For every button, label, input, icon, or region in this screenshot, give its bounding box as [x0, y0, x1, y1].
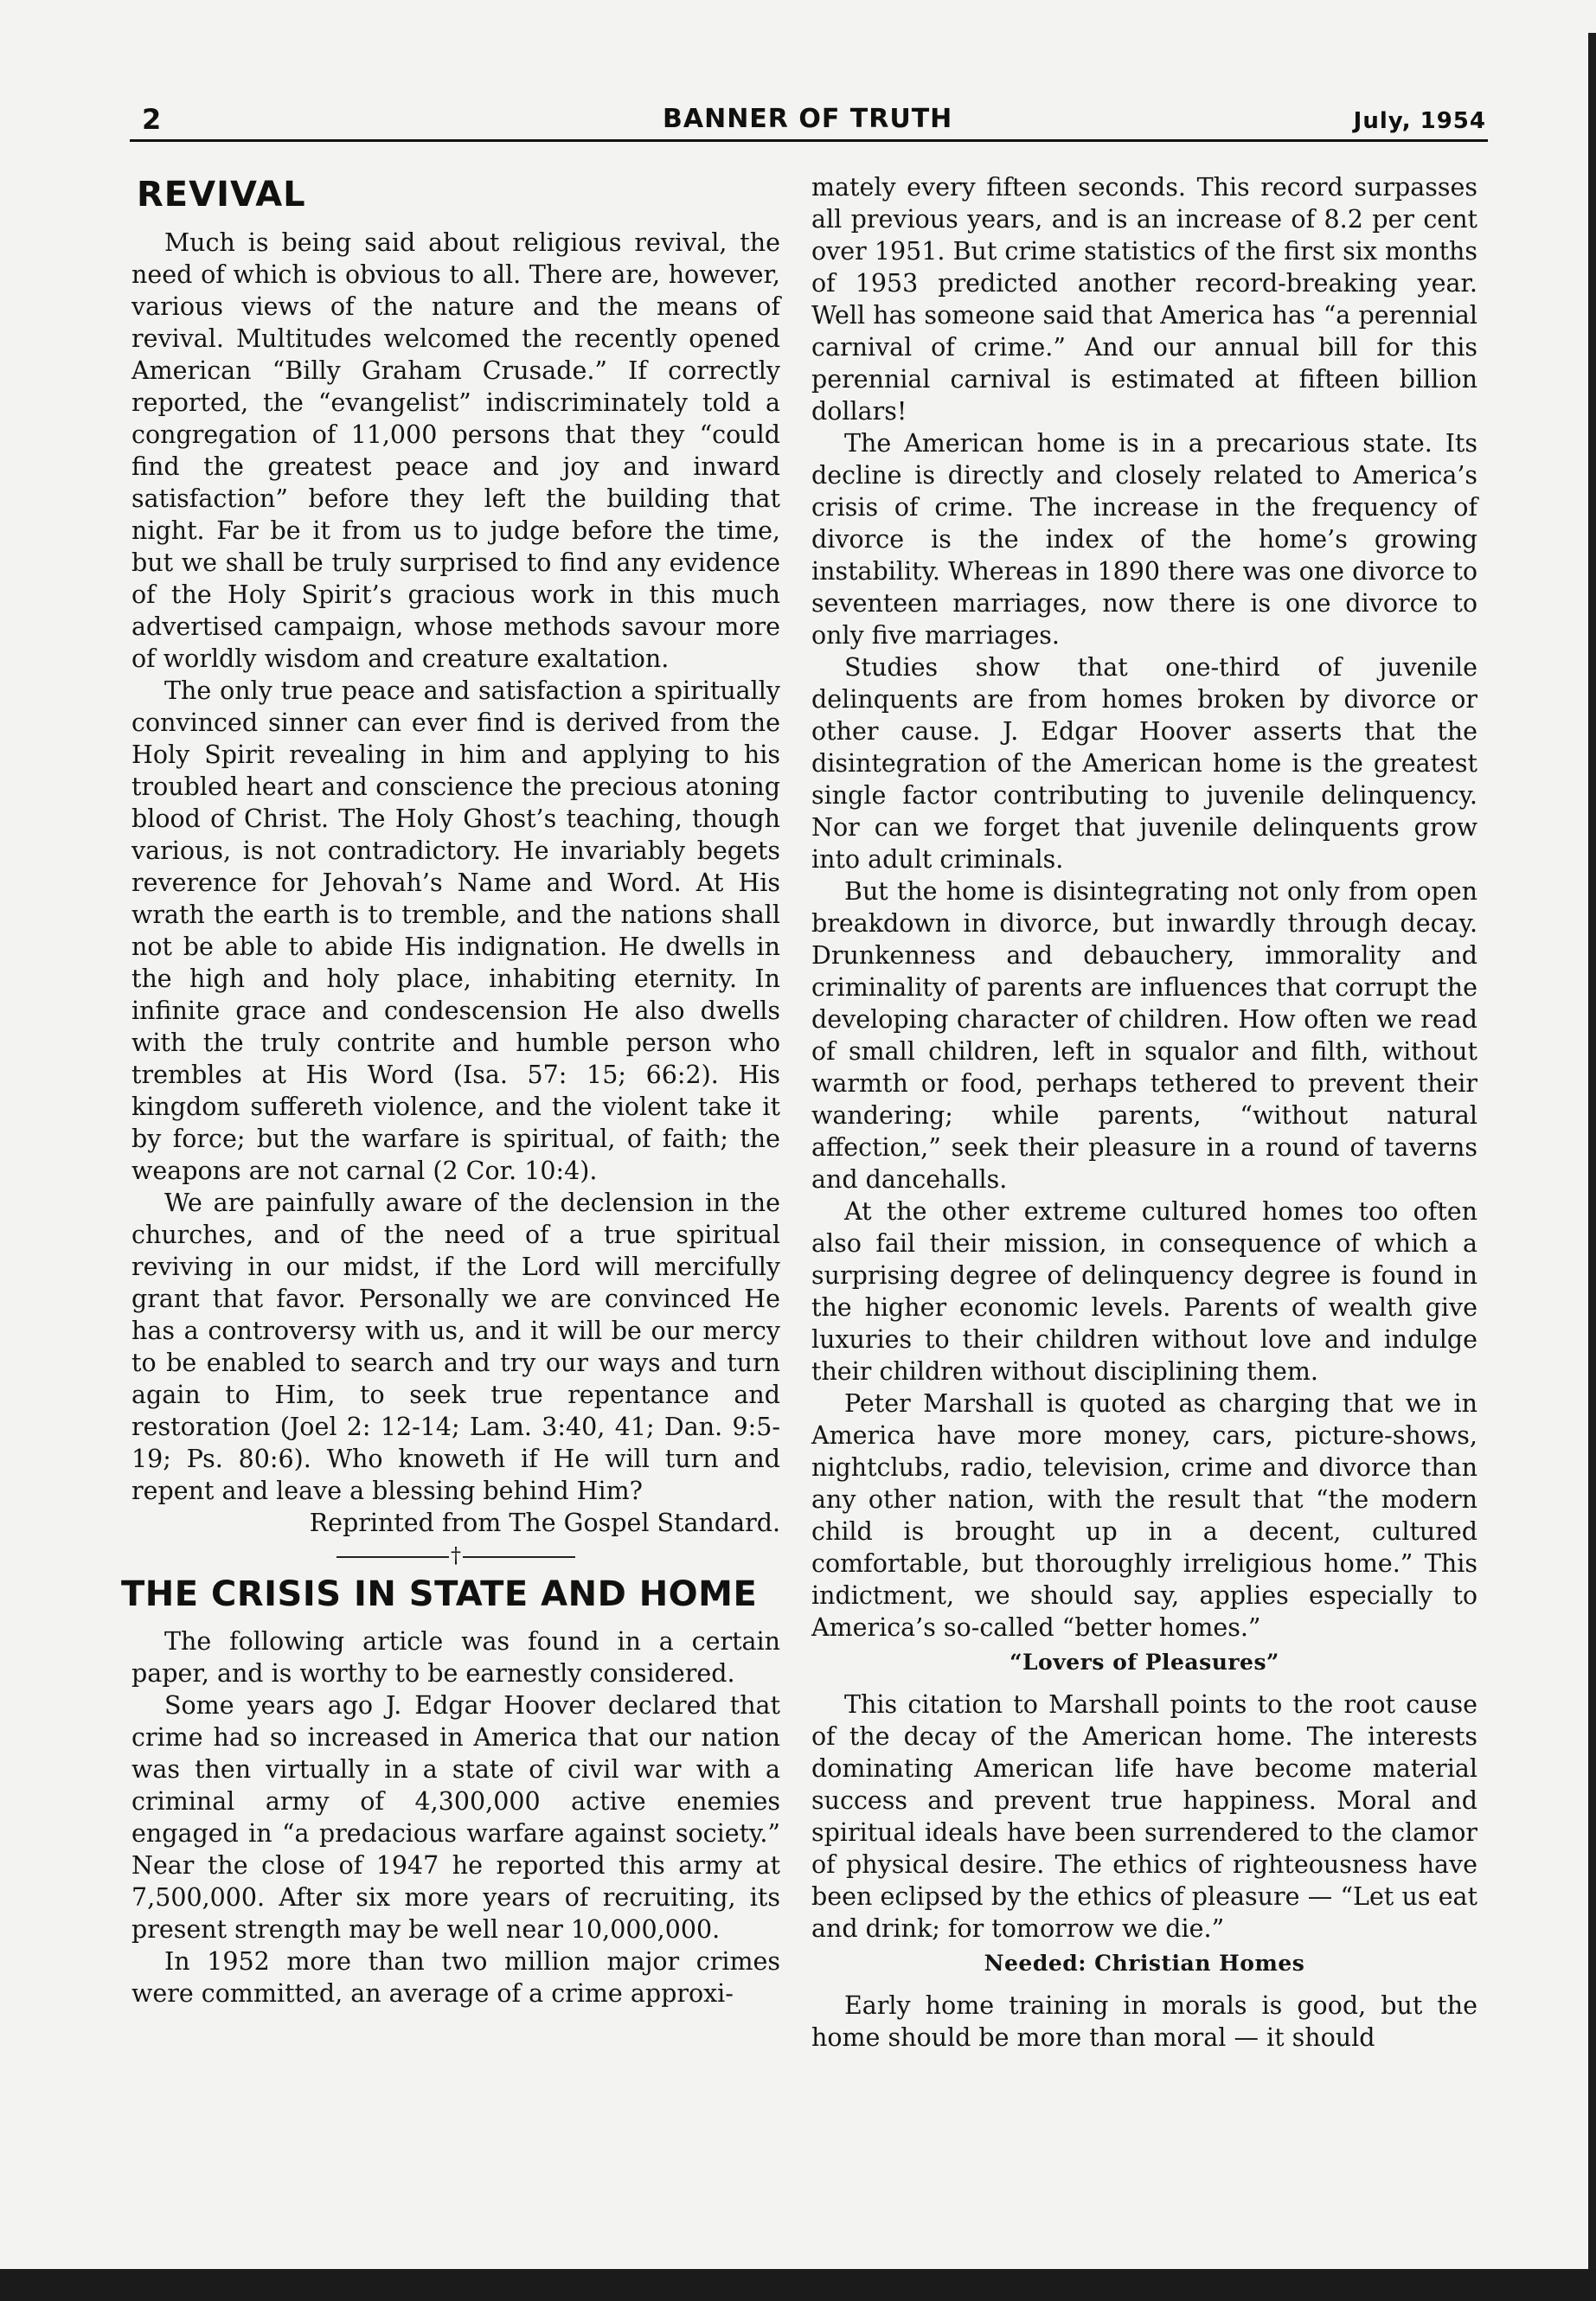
crisis-heading: THE CRISIS IN STATE AND HOME — [121, 1574, 758, 1614]
right-column — [811, 171, 1477, 2054]
revival-paragraph: Much is being said about religious revival, the need of which is obvious to all. There are, however, various views of the nature and the means of revival. Multitudes welcomed the recently opened American “Billy Graham Crusade.” If correctly reported, the “evangelist” indiscriminately told a congregation of 11,000 persons that they “could find the greatest peace and joy and inward satisfaction” before they left the building that night. Far be it from us to judge before the time, but we shall be truly surprised to find any evidence of the Holy Spirit’s gracious work in this much advertised campaign, whose methods savour more of worldly wisdom and creature exaltation. — [131, 228, 780, 673]
revival-heading: REVIVAL — [137, 175, 306, 215]
issue-date: July, 1954 — [1353, 108, 1486, 134]
page-number: 2 — [142, 103, 162, 136]
section-divider — [131, 1544, 780, 1567]
revival-paragraph: We are painfully aware of the declension in the churches, and of the need of a true spiritual reviving in our midst, if the Lord will mercifully grant that favor. Personally we are convinced He has a controversy with us, and it will be our mercy to be enabled to search and try our ways and turn again to Him, to seek true repentance and restoration (Joel 2: 12-14; Lam. 3:40, 41; Dan. 9:5-19; Ps. 80:6). Who knoweth if He will turn and repent and leave a blessing behind Him? — [131, 1189, 780, 1505]
crisis-paragraph: mately every fifteen seconds. This record surpasses all previous years, and is an increase of 8.2 per cent over 1951. But crime statistics of the first six months of 1953 predicted another record-breaking year. Well has someone said that America has “a perennial carnival of crime.” And our annual bill for this perennial carnival is estimated at fifteen billion dollars! — [811, 173, 1477, 426]
crisis-paragraph: The American home is in a precarious state. Its decline is directly and closely related to America’s crisis of crime. The increase in the frequency of divorce is the index of the home’s growing instability. Whereas in 1890 there was one divorce to seventeen marriages, now there is one divorce to only five marriages. — [811, 429, 1477, 650]
crisis-paragraph: Peter Marshall is quoted as charging that we in America have more money, cars, picture-shows, nightclubs, radio, television, crime and divorce than any other nation, with the result that “the modern child is brought up in a decent, cultured comfortable, but thoroughly irreligious home.” This indictment, we should say, applies especially to America’s so-called “better homes.” — [811, 1389, 1477, 1642]
crisis-paragraph: Studies show that one-third of juvenile delinquents are from homes broken by divorce or other cause. J. Edgar Hoover asserts that the disintegration of the American home is the greatest single factor contributing to juvenile delinquency. Nor can we forget that juvenile delinquents grow into adult criminals. — [811, 653, 1477, 874]
scan-edge-right — [1588, 33, 1596, 2279]
page-header — [130, 101, 1488, 142]
crisis-paragraph: The following article was found in a certain paper, and is worthy to be earnestly considered. — [131, 1627, 780, 1688]
publication-title: BANNER OF TRUTH — [663, 104, 953, 134]
crisis-paragraph: Early home training in morals is good, but the home should be more than moral — it should — [811, 1991, 1477, 2052]
subheading-christian-homes: Needed: Christian Homes — [984, 1951, 1305, 1976]
subheading-lovers-of-pleasures: “Lovers of Pleasures” — [1010, 1650, 1279, 1675]
crisis-paragraph: Some years ago J. Edgar Hoover declared that crime had so increased in America that our nation was then virtually in a state of civil war with a criminal army of 4,300,000 active enemies engaged in “a predacious warfare against society.” Near the close of 1947 he reported this army at 7,500,000. After six more years of recruiting, its present strength may be well near 10,000,000. — [131, 1691, 780, 1944]
crisis-paragraph: In 1952 more than two million major crimes were committed, an average of a crime approxi- — [131, 1947, 780, 2008]
scan-edge-bottom — [0, 2269, 1596, 2301]
dagger-glyph: † — [451, 1543, 461, 1567]
crisis-paragraph: This citation to Marshall points to the root cause of the decay of the American home. The interests dominating American life have become material success and prevent true happiness. Moral and spiritual ideals have been surrendered to the clamor of physical desire. The ethics of righteousness have been eclipsed by the ethics of pleasure — “Let us eat and drink; for tomorrow we die.” — [811, 1690, 1477, 1943]
crisis-paragraph: But the home is disintegrating not only from open breakdown in divorce, but inwardly through decay. Drunkenness and debauchery, immorality and criminality of parents are influences that corrupt the developing character of children. How often we read of small children, left in squalor and filth, without warmth or food, perhaps tethered to prevent their wandering; while parents, “without natural affection,” seek their pleasure in a round of taverns and dancehalls. — [811, 877, 1477, 1194]
revival-paragraph: The only true peace and satisfaction a spiritually convinced sinner can ever find is derived from the Holy Spirit revealing in him and applying to his troubled heart and conscience the precious atoning blood of Christ. The Holy Ghost’s teaching, though various, is not contradictory. He invariably begets reverence for Jehovah’s Name and Word. At His wrath the earth is to tremble, and the nations shall not be able to abide His indignation. He dwells in the high and holy place, inhabiting eternity. In infinite grace and condescension He also dwells with the truly contrite and humble person who trembles at His Word (Isa. 57: 15; 66:2). His kingdom suffereth violence, and the violent take it by force; but the warfare is spiritual, of faith; the weapons are not carnal (2 Cor. 10:4). — [131, 676, 780, 1185]
left-column — [121, 173, 780, 2009]
crisis-paragraph: At the other extreme cultured homes too often also fail their mission, in consequence of which a surprising degree of delinquency degree is found in the higher economic levels. Parents of wealth give luxuries to their children without love and indulge their children without disciplining them. — [811, 1197, 1477, 1386]
revival-attribution: Reprinted from The Gospel Standard. — [309, 1509, 780, 1537]
